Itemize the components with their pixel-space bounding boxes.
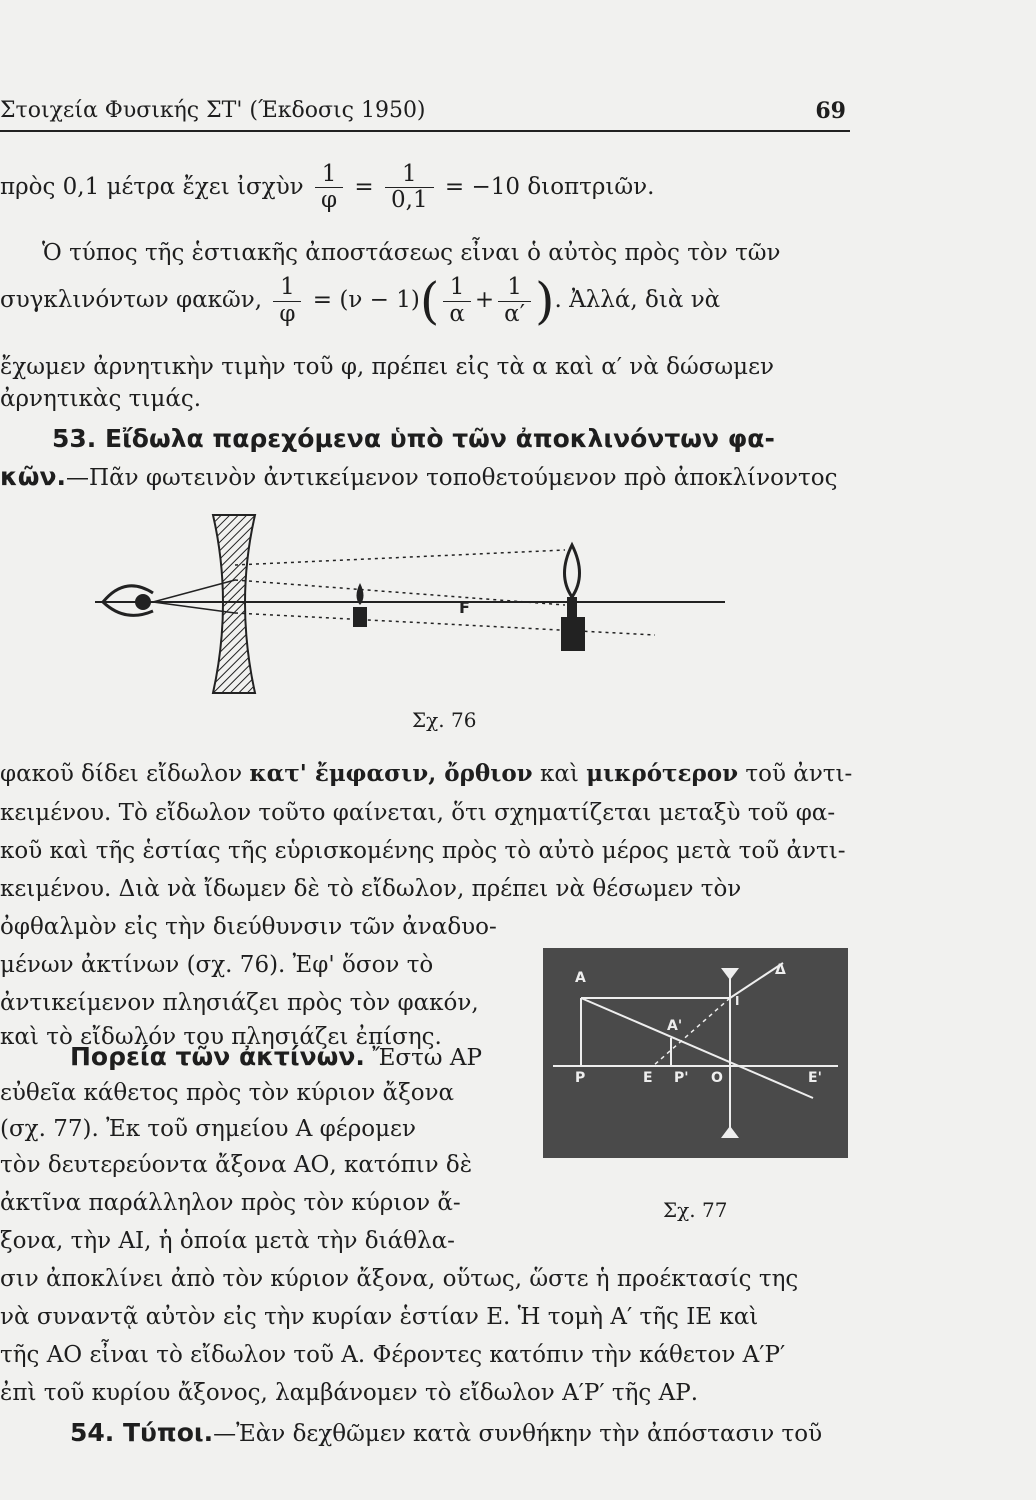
figure-77-caption: Σχ. 77 xyxy=(663,1198,728,1222)
fig77-label-D: Δ xyxy=(775,962,786,978)
para2-line3: κοῦ καὶ τῆς ἑστίας τῆς εὑρισκομένης πρὸς τὸ αὐτὸ μέρος μετὰ τοῦ ἀντι- xyxy=(0,838,846,864)
fig77-label-O: Ο xyxy=(711,1070,723,1086)
para2-line8: καὶ τὸ εἴδωλόν του πλησιάζει ἐπίσης. xyxy=(0,1024,442,1050)
lens-formula: συγκλινόντων φακῶν, $\frac{1}{\varphi}$ = (ν − 1)( $\frac{1}{\alpha}$ + $\frac{1}{\alpha'}$ ). Ἀλλά, διὰ νὰ xyxy=(0,272,721,330)
figure-76-caption: Σχ. 76 xyxy=(412,708,477,732)
para2-line6: μένων ἀκτίνων (σχ. 76). Ἐφ' ὅσον τὸ xyxy=(0,952,434,978)
fraction-1-01: $\frac{1}{0,1}$ xyxy=(385,162,434,214)
equation-prefix: πρὸς 0,1 μέτρα ἔχει ἰσχὺν xyxy=(0,173,304,200)
figure-76-diagram xyxy=(95,505,735,705)
rays-line3: (σχ. 77). Ἐκ τοῦ σημείου Α φέρομεν xyxy=(0,1116,416,1142)
figure-77-diagram xyxy=(543,948,848,1158)
equation-power: πρὸς 0,1 μέτρα ἔχει ἰσχὺν $\frac{1}{\varphi}$ = $\frac{1}{0,1}$ = −10 διοπτριῶν. xyxy=(0,161,655,214)
rays-line10: ἐπὶ τοῦ κυρίου ἄξονος, λαμβάνομεν τὸ εἴδωλον Α′Ρ′ τῆς ΑΡ. xyxy=(0,1380,699,1406)
rays-line4: τὸν δευτερεύοντα ἄξονα ΑΟ, κατόπιν δὲ xyxy=(0,1152,473,1178)
header-title: Στοιχεία Φυσικής ΣΤ' (Έκδοσις 1950) xyxy=(0,98,426,123)
rays-line2: εὐθεῖα κάθετος πρὸς τὸν κύριον ἄξονα xyxy=(0,1080,455,1106)
fig77-label-A: Α xyxy=(575,970,586,986)
para1-line1: Ὁ τύπος τῆς ἑστιακῆς ἀποστάσεως εἶναι ὁ αὐτὸς πρὸς τὸν τῶν xyxy=(42,240,781,266)
fig77-label-E-prime: Ε' xyxy=(808,1070,822,1086)
rays-line7: σιν ἀποκλίνει ἀπὸ τὸν κύριον ἄξονα, οὕτως, ὥστε ἡ προέκτασίς της xyxy=(0,1266,799,1292)
section-53-heading: 53. Εἴδωλα παρεχόμενα ὑπὸ τῶν ἀποκλινόντων φα- xyxy=(52,424,775,453)
rays-line8: νὰ συναντᾷ αὐτὸν εἰς τὴν κυρίαν ἑστίαν Ε. Ἡ τομὴ Α′ τῆς ΙΕ καὶ xyxy=(0,1304,759,1330)
rays-line9: τῆς ΑΟ εἶναι τὸ εἴδωλον τοῦ Α. Φέροντες κατόπιν τὴν κάθετον Α′Ρ′ xyxy=(0,1342,786,1368)
running-header xyxy=(0,96,850,132)
rays-line5: ἀκτῖνα παράλληλον πρὸς τὸν κύριον ἄ- xyxy=(0,1190,461,1216)
svg-text:F: F xyxy=(459,598,470,617)
para1-line3: ἔχωμεν ἀρνητικὴν τιμὴν τοῦ φ, πρέπει εἰς τὰ α καὶ α′ νὰ δώσωμεν xyxy=(0,354,775,380)
para2-line4: κειμένου. Διὰ νὰ ἴδωμεν δὲ τὸ εἴδωλον, πρέπει νὰ θέσωμεν τὸν xyxy=(0,876,742,902)
fig77-label-I: I xyxy=(735,994,740,1008)
fig77-label-A-prime: Α' xyxy=(667,1018,683,1034)
section-53-line1: κῶν.—Πᾶν φωτεινὸν ἀντικείμενον τοποθετούμενον πρὸ ἀποκλίνοντος xyxy=(0,462,838,491)
para2-line2: κειμένου. Τὸ εἴδωλον τοῦτο φαίνεται, ὅτι σχηματίζεται μεταξὺ τοῦ φα- xyxy=(0,800,836,826)
para2-line1: φακοῦ δίδει εἴδωλον κατ' ἔμφασιν, ὄρθιον καὶ μικρότερον τοῦ ἀντι- xyxy=(0,760,853,787)
rays-line6: ξονα, τὴν ΑΙ, ἡ ὁποία μετὰ τὴν διάθλα- xyxy=(0,1228,455,1254)
section-54: 54. Τύποι.—Ἐὰν δεχθῶμεν κατὰ συνθήκην τὴν ἀπόστασιν τοῦ xyxy=(70,1418,823,1447)
equation-result: = −10 διοπτριῶν. xyxy=(444,173,655,200)
rays-line1: Πορεία τῶν ἀκτίνων. Ἔστω ΑΡ xyxy=(70,1042,482,1071)
fig77-label-P-prime: Ρ' xyxy=(674,1070,689,1086)
fig77-label-E: Ε xyxy=(643,1070,653,1086)
fraction-1-phi: $\frac{1}{\varphi}$ xyxy=(315,162,343,214)
para2-line7: ἀντικείμενον πλησιάζει πρὸς τὸν φακόν, xyxy=(0,990,479,1016)
para1-line4: ἀρνητικὰς τιμάς. xyxy=(0,386,202,412)
page-number: 69 xyxy=(815,98,846,124)
para2-line5: ὀφθαλμὸν εἰς τὴν διεύθυνσιν τῶν ἀναδυο- xyxy=(0,914,497,940)
fig77-label-P: Ρ xyxy=(575,1070,586,1086)
